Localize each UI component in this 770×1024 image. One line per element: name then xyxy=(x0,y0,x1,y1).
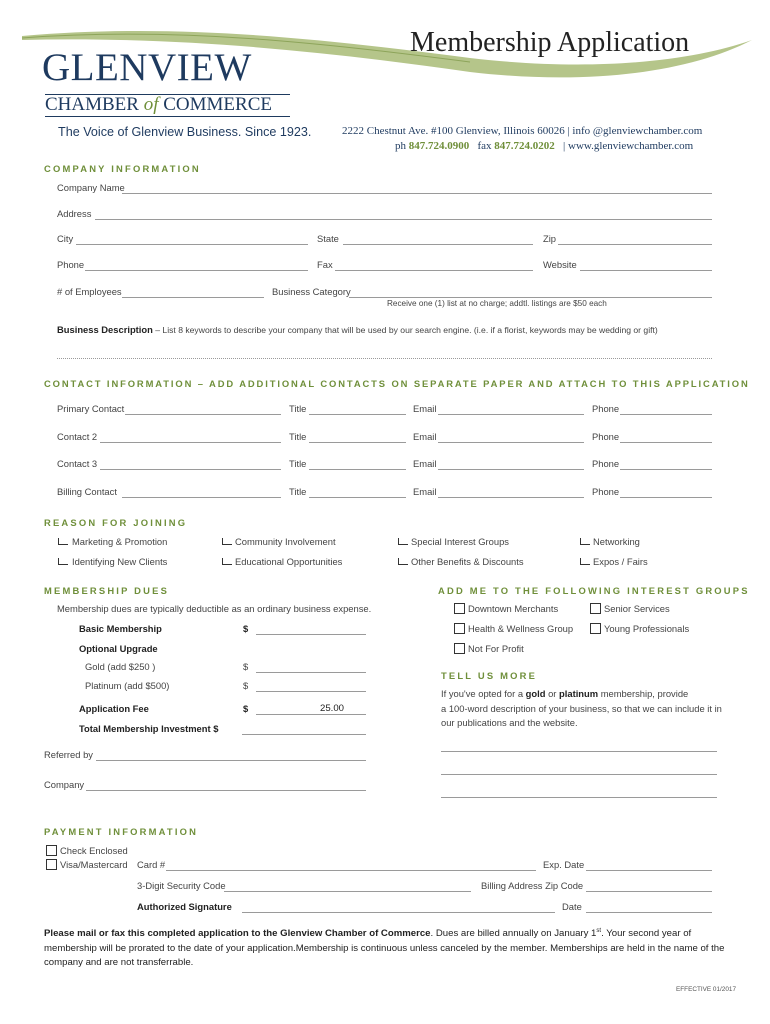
referral-company-label: Company xyxy=(44,779,85,790)
section-reason-for-joining: REASON FOR JOINING xyxy=(44,517,188,528)
gold-field[interactable] xyxy=(256,672,366,673)
contact-address: 2222 Chestnut Ave. #100 Glenview, Illinois 60026 | info @glenviewchamber.com xyxy=(342,125,703,137)
reason-checkbox[interactable] xyxy=(580,558,590,565)
address-field[interactable] xyxy=(95,219,712,220)
business-category-label: Business Category xyxy=(272,286,351,297)
phone-field[interactable] xyxy=(85,270,308,271)
interest-checkbox[interactable] xyxy=(454,623,465,634)
logo-rule-bottom xyxy=(45,116,290,117)
business-description-hint: – List 8 keywords to describe your company that will be used by our search engine. (i.e. if a florist, keywords may be wedding or gift) xyxy=(155,325,658,335)
interest-label: Downtown Merchants xyxy=(468,603,559,614)
website-label: Website xyxy=(543,259,577,270)
check-enclosed-checkbox[interactable] xyxy=(46,845,57,856)
card-number-label: Card # xyxy=(137,859,166,870)
gold-label: Gold (add $250 ) xyxy=(85,661,156,672)
contact-title-field[interactable] xyxy=(309,497,406,498)
footer-text-b: . Your second year of xyxy=(601,928,692,940)
contact-email-field[interactable] xyxy=(438,442,584,443)
section-payment-information: PAYMENT INFORMATION xyxy=(44,826,199,837)
contact-title-label: Title xyxy=(289,431,307,442)
contact-label: Billing Contact xyxy=(57,486,117,497)
card-number-field[interactable] xyxy=(166,870,536,871)
website-field[interactable] xyxy=(580,270,712,271)
contact-phone-label: Phone xyxy=(592,403,620,414)
reason-label: Community Involvement xyxy=(235,536,336,547)
exp-date-label: Exp. Date xyxy=(543,859,585,870)
fax-label-field: Fax xyxy=(317,259,333,270)
section-interest-groups: ADD ME TO THE FOLLOWING INTEREST GROUPS xyxy=(438,585,750,596)
contact-label: Contact 3 xyxy=(57,458,98,469)
platinum-label: Platinum (add $500) xyxy=(85,680,170,691)
application-fee-dollar: $ xyxy=(243,703,249,714)
page-title: Membership Application xyxy=(410,27,690,58)
referred-by-label: Referred by xyxy=(44,749,93,760)
billing-zip-field[interactable] xyxy=(586,891,712,892)
contact-email-label: Email xyxy=(413,486,437,497)
tell-more-platinum: platinum xyxy=(559,688,599,699)
footer-sup: st xyxy=(596,928,602,934)
reason-label: Educational Opportunities xyxy=(235,556,343,567)
contact-phone-field[interactable] xyxy=(620,469,712,470)
interest-label: Not For Profit xyxy=(468,643,524,654)
contact-email-label: Email xyxy=(413,458,437,469)
tell-more-text-2: membership, provide xyxy=(600,688,689,699)
reason-checkbox[interactable] xyxy=(58,538,68,545)
tell-more-line-3: our publications and the website. xyxy=(441,717,578,728)
tell-more-or: or xyxy=(548,688,557,699)
contact-title-field[interactable] xyxy=(309,469,406,470)
logo-name: GLENVIEW xyxy=(42,46,252,89)
logo-chamber xyxy=(45,95,272,115)
exp-date-field[interactable] xyxy=(586,870,712,871)
reason-label: Networking xyxy=(593,536,640,547)
state-label: State xyxy=(317,233,339,244)
contact-label: Primary Contact xyxy=(57,403,125,414)
contact-email-field[interactable] xyxy=(438,497,584,498)
reason-label: Special Interest Groups xyxy=(411,536,509,547)
zip-label: Zip xyxy=(543,233,557,244)
footer-line-2: membership will be prorated to the date of your application.Membership is continuous unless canceled by the member. Memberships are held in the name of the xyxy=(44,942,725,954)
state-field[interactable] xyxy=(343,244,533,245)
company-name-label: Company Name xyxy=(57,182,125,193)
basic-membership-field[interactable] xyxy=(256,634,366,635)
section-membership-dues: MEMBERSHIP DUES xyxy=(44,585,170,596)
city-label: City xyxy=(57,233,74,244)
business-description-label: Business Description xyxy=(57,324,153,335)
tagline: The Voice of Glenview Business. Since 1923. xyxy=(58,125,312,139)
contact-email-field[interactable] xyxy=(438,469,584,470)
section-company-information: COMPANY INFORMATION xyxy=(44,163,201,174)
footer-line-3: company and are not transferrable. xyxy=(44,957,194,969)
interest-checkbox[interactable] xyxy=(454,603,465,614)
business-description-field[interactable] xyxy=(57,358,712,359)
reason-label: Identifying New Clients xyxy=(72,556,168,567)
reason-checkbox[interactable] xyxy=(398,558,408,565)
visa-mastercard-label: Visa/Mastercard xyxy=(60,859,128,870)
website-link[interactable]: | www.glenviewchamber.com xyxy=(563,140,694,152)
signature-field[interactable] xyxy=(242,912,555,913)
contact-name-field[interactable] xyxy=(125,414,281,415)
total-investment-field[interactable] xyxy=(242,734,366,735)
tell-more-line-2: a 100-word description of your business, so that we can include it in xyxy=(441,703,722,714)
signature-date-label: Date xyxy=(562,901,582,912)
application-fee-field xyxy=(256,714,366,715)
effective-date: EFFECTIVE 01/2017 xyxy=(676,986,737,993)
contact-email-label: Email xyxy=(413,431,437,442)
contact-name-field[interactable] xyxy=(100,442,281,443)
logo-commerce: COMMERCE xyxy=(163,94,272,115)
billing-zip-label: Billing Address Zip Code xyxy=(481,880,584,891)
contact-phone-label: Phone xyxy=(592,458,620,469)
business-category-field[interactable] xyxy=(349,297,712,298)
interest-checkbox[interactable] xyxy=(590,603,601,614)
employees-label: # of Employees xyxy=(57,286,122,297)
contact-label: Contact 2 xyxy=(57,431,98,442)
security-code-field[interactable] xyxy=(224,891,471,892)
zip-field[interactable] xyxy=(558,244,712,245)
company-name-field[interactable] xyxy=(122,193,712,194)
reason-checkbox[interactable] xyxy=(58,558,68,565)
signature-date-field[interactable] xyxy=(586,912,712,913)
fax-field[interactable] xyxy=(335,270,533,271)
interest-label: Senior Services xyxy=(604,603,670,614)
interest-label: Health & Wellness Group xyxy=(468,623,574,634)
contact-email-label: Email xyxy=(413,403,437,414)
contact-name-field[interactable] xyxy=(100,469,281,470)
phone-label-field: Phone xyxy=(57,259,85,270)
referral-company-field[interactable] xyxy=(86,790,366,791)
contact-email-field[interactable] xyxy=(438,414,584,415)
fax-number: 847.724.0202 xyxy=(494,140,555,152)
contact-title-field[interactable] xyxy=(309,414,406,415)
contact-title-label: Title xyxy=(289,486,307,497)
tell-more-field-1[interactable] xyxy=(441,751,717,752)
reason-label: Other Benefits & Discounts xyxy=(411,556,524,567)
gold-dollar: $ xyxy=(243,661,249,672)
platinum-field[interactable] xyxy=(256,691,366,692)
referred-by-field[interactable] xyxy=(96,760,366,761)
contact-phone-field[interactable] xyxy=(620,414,712,415)
business-description xyxy=(57,324,658,335)
logo-of: of xyxy=(143,94,159,115)
basic-dollar: $ xyxy=(243,623,249,634)
visa-mastercard-checkbox[interactable] xyxy=(46,859,57,870)
contact-phone-label: Phone xyxy=(592,431,620,442)
interest-checkbox[interactable] xyxy=(590,623,601,634)
interest-checkbox[interactable] xyxy=(454,643,465,654)
footer-bold-text: Please mail or fax this completed application to the Glenview Chamber of Commerce xyxy=(44,928,431,940)
reason-checkbox[interactable] xyxy=(398,538,408,545)
platinum-dollar: $ xyxy=(243,680,249,691)
contact-phone-field[interactable] xyxy=(620,497,712,498)
section-contact-information: CONTACT INFORMATION – ADD ADDITIONAL CONTACTS ON SEPARATE PAPER AND ATTACH TO THIS APPLICATION xyxy=(44,378,750,389)
tell-more-field-3[interactable] xyxy=(441,797,717,798)
tell-more-field-2[interactable] xyxy=(441,774,717,775)
phone-label: ph xyxy=(395,140,406,152)
optional-upgrade-label: Optional Upgrade xyxy=(79,643,158,654)
reason-checkbox[interactable] xyxy=(580,538,590,545)
reason-checkbox[interactable] xyxy=(222,558,232,565)
footer-line-1 xyxy=(44,924,724,942)
total-investment-label: Total Membership Investment $ xyxy=(79,723,219,734)
signature-label: Authorized Signature xyxy=(137,901,232,912)
contact-phones xyxy=(395,140,693,152)
footer-notice xyxy=(44,924,724,971)
employees-field[interactable] xyxy=(122,297,264,298)
fax-label: fax xyxy=(477,140,492,152)
reason-label: Marketing & Promotion xyxy=(72,536,168,547)
contact-name-field[interactable] xyxy=(122,497,281,498)
address-label: Address xyxy=(57,208,92,219)
contact-title-label: Title xyxy=(289,458,307,469)
dues-note: Membership dues are typically deductible as an ordinary business expense. xyxy=(57,603,372,614)
phone-number: 847.724.0900 xyxy=(408,140,470,152)
basic-membership-label: Basic Membership xyxy=(79,623,162,634)
tell-more-line-1 xyxy=(441,688,688,699)
check-enclosed-label: Check Enclosed xyxy=(60,845,128,856)
interest-label: Young Professionals xyxy=(604,623,690,634)
logo-sub: CHAMBER xyxy=(45,94,139,115)
category-note: Receive one (1) list at no charge; addtl. listings are $50 each xyxy=(387,299,607,308)
section-tell-us-more: TELL US MORE xyxy=(441,670,538,681)
city-field[interactable] xyxy=(76,244,308,245)
reason-checkbox[interactable] xyxy=(222,538,232,545)
application-fee-label: Application Fee xyxy=(79,703,149,714)
security-code-label: 3-Digit Security Code xyxy=(137,880,226,891)
contact-title-field[interactable] xyxy=(309,442,406,443)
application-fee-value: 25.00 xyxy=(320,703,345,714)
tell-more-text-1: If you've opted for a xyxy=(441,688,524,699)
contact-phone-field[interactable] xyxy=(620,442,712,443)
contact-title-label: Title xyxy=(289,403,307,414)
footer-text-a: . Dues are billed annually on January 1 xyxy=(430,928,597,940)
contact-phone-label: Phone xyxy=(592,486,620,497)
reason-label: Expos / Fairs xyxy=(593,556,648,567)
tell-more-gold: gold xyxy=(525,688,546,699)
